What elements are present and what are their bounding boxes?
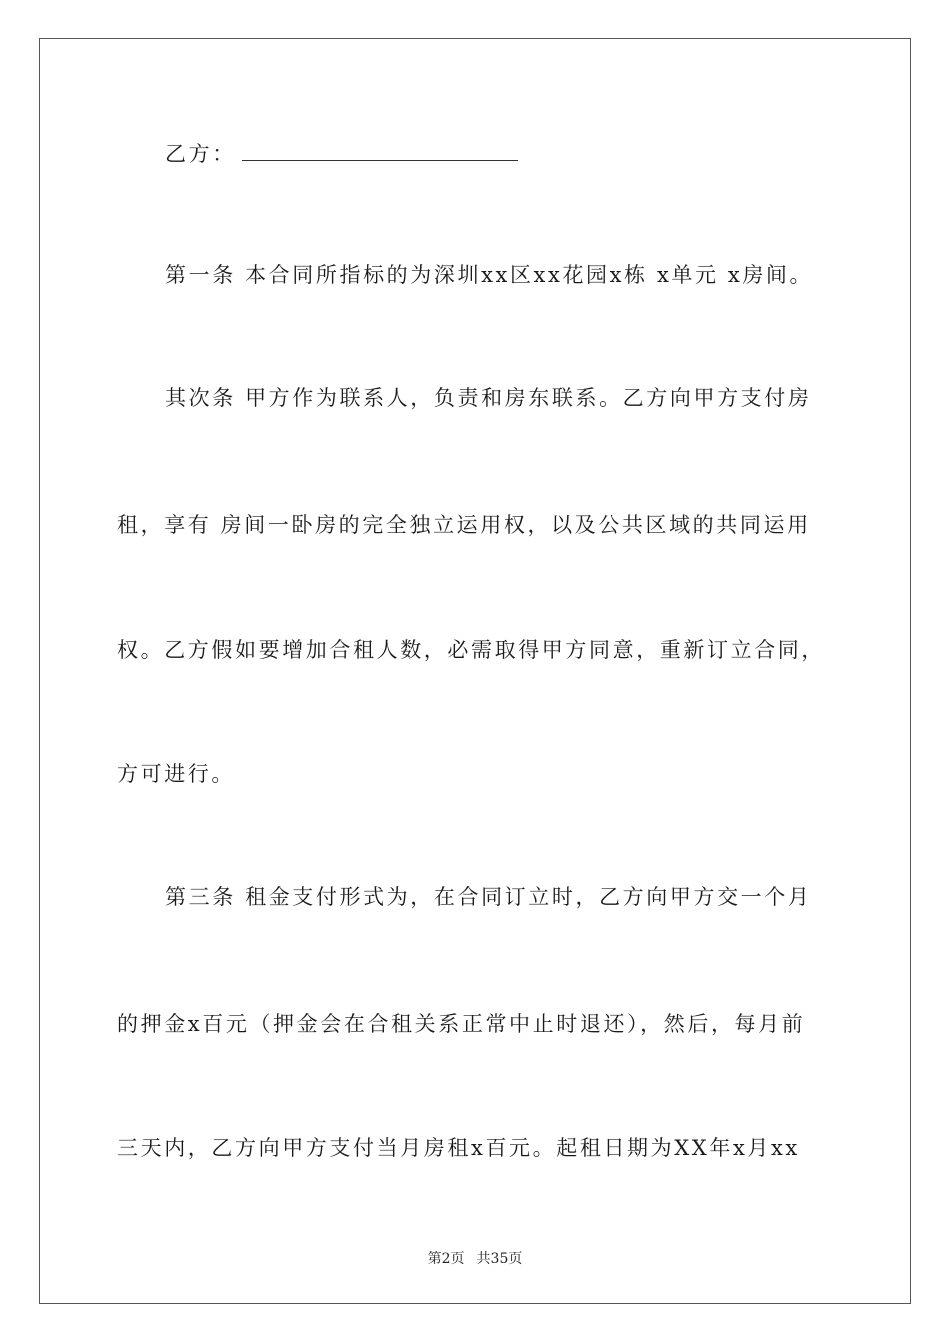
article-2-line-3: 权。乙方假如要增加合租人数，必需取得甲方同意，重新订立合同，: [117, 638, 825, 662]
page-number: 第2页: [427, 1251, 465, 1267]
party-b-blank: [242, 140, 518, 161]
article-1-line: 第一条 本合同所指标的为深圳xx区xx花园x栋 x单元 x房间。: [165, 263, 814, 287]
party-b-row: [165, 140, 518, 168]
article-2-line-1: 其次条 甲方作为联系人，负责和房东联系。乙方向甲方支付房: [165, 386, 812, 410]
article-2-line-4: 方可进行。: [117, 762, 235, 786]
article-2-line-2: 租，享有 房间一卧房的完全独立运用权，以及公共区域的共同运用: [117, 513, 811, 537]
article-3-line-1: 第三条 租金支付形式为，在合同订立时，乙方向甲方交一个月: [165, 885, 812, 909]
article-3-line-2: 的押金x百元（押金会在合租关系正常中止时退还），然后，每月前: [117, 1012, 806, 1036]
page-footer: [0, 1248, 950, 1268]
party-b-label: 乙方：: [165, 142, 236, 166]
article-3-line-3: 三天内，乙方向甲方支付当月房租x百元。起租日期为XX年x月xx: [117, 1136, 800, 1160]
page-total: 共35页: [476, 1251, 523, 1267]
page-border: [39, 38, 911, 1304]
